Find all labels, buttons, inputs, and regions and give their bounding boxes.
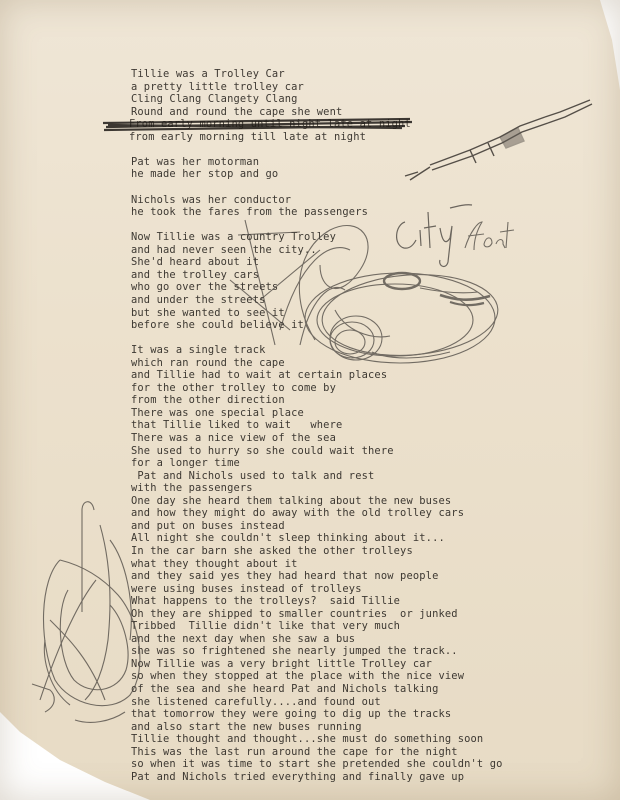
typed-line: but she wanted to see it [131, 306, 285, 319]
typed-line: so when it was time to start she pretended she couldn't go [131, 758, 503, 771]
typed-line: Tribbed Tillie didn't like that very much [131, 620, 401, 633]
typed-line: Pat was her motorman [131, 155, 260, 168]
typed-line: She'd heard about it [131, 256, 260, 269]
typed-line: and also start the new buses running [131, 720, 362, 733]
typed-line: for a longer time [131, 457, 240, 470]
typed-line: In the car barn she asked the other trolleys [131, 544, 413, 557]
typed-line: and Tillie had to wait at certain places [131, 369, 388, 382]
typed-line: who go over the streets [131, 281, 279, 294]
typed-line: and under the streets [131, 293, 266, 306]
typed-line: and they said yes they had heard that now people [131, 570, 439, 582]
typed-line: before she could believe it [131, 319, 304, 331]
typed-line: she was so frightened she nearly jumped the track.. [131, 645, 458, 658]
typed-line: and the trolley cars [131, 268, 260, 281]
typed-line: with the passengers [131, 482, 253, 495]
typed-line: she listened carefully....and found out [131, 695, 381, 708]
typed-line: Now Tillie was a very bright little Trolley car [131, 657, 433, 670]
typed-line: Pat and Nichols tried everything and finally gave up [131, 770, 465, 783]
typed-line: Nichols was her conductor [131, 193, 292, 206]
typed-line: from the other direction [131, 394, 285, 407]
typed-line: Tillie was a Trolley Car [131, 68, 285, 80]
typed-line: Now Tillie was a country Trolley [131, 231, 336, 244]
typed-line: a pretty little trolley car [131, 80, 304, 93]
typed-line: All night she couldn't sleep thinking about it... [131, 532, 445, 545]
typed-line: so when they stopped at the place with the nice view [131, 670, 465, 683]
typed-line: Oh they are shipped to smaller countries or junked [131, 607, 458, 620]
typed-line: Round and round the cape she went [131, 105, 343, 118]
typed-line: what they thought about it [131, 557, 298, 570]
typed-line: that tomorrow they were going to dig up the tracks [131, 708, 452, 721]
typed-line: From early morning until night late at night [129, 118, 411, 131]
typed-line: There was a nice view of the sea [131, 432, 336, 444]
typed-line: and the next day when she saw a bus [131, 632, 356, 645]
typed-line: Tillie thought and thought...she must do something soon [131, 733, 484, 746]
typed-line: It was a single track [131, 344, 266, 357]
typed-line: One day she heard them talking about the new buses [131, 494, 452, 507]
typed-line: There was one special place [131, 406, 304, 419]
typed-line: Pat and Nichols used to talk and rest [131, 469, 375, 482]
typed-line: from early morning till late at night [129, 130, 367, 143]
typed-line: were using buses instead of trolleys [131, 582, 362, 595]
typed-line: What happens to the trolleys? said Tillie [131, 595, 401, 608]
typed-line: This was the last run around the cape for the night [131, 745, 458, 758]
typed-line: for the other trolley to come by [131, 381, 336, 394]
typed-line: and how they might do away with the old trolley cars [131, 507, 465, 520]
typed-line: that Tillie liked to wait where [131, 419, 343, 432]
typed-line: She used to hurry so she could wait there [131, 444, 394, 457]
typed-line: he took the fares from the passengers [131, 206, 369, 219]
typed-line: which ran round the cape [131, 356, 285, 369]
typed-line: and put on buses instead [131, 519, 285, 532]
typed-line: of the sea and she heard Pat and Nichols talking [131, 683, 439, 695]
typed-line: and had never seen the city.. [131, 243, 317, 256]
typed-line: Cling Clang Clangety Clang [131, 93, 298, 106]
typed-line: he made her stop and go [131, 168, 279, 181]
